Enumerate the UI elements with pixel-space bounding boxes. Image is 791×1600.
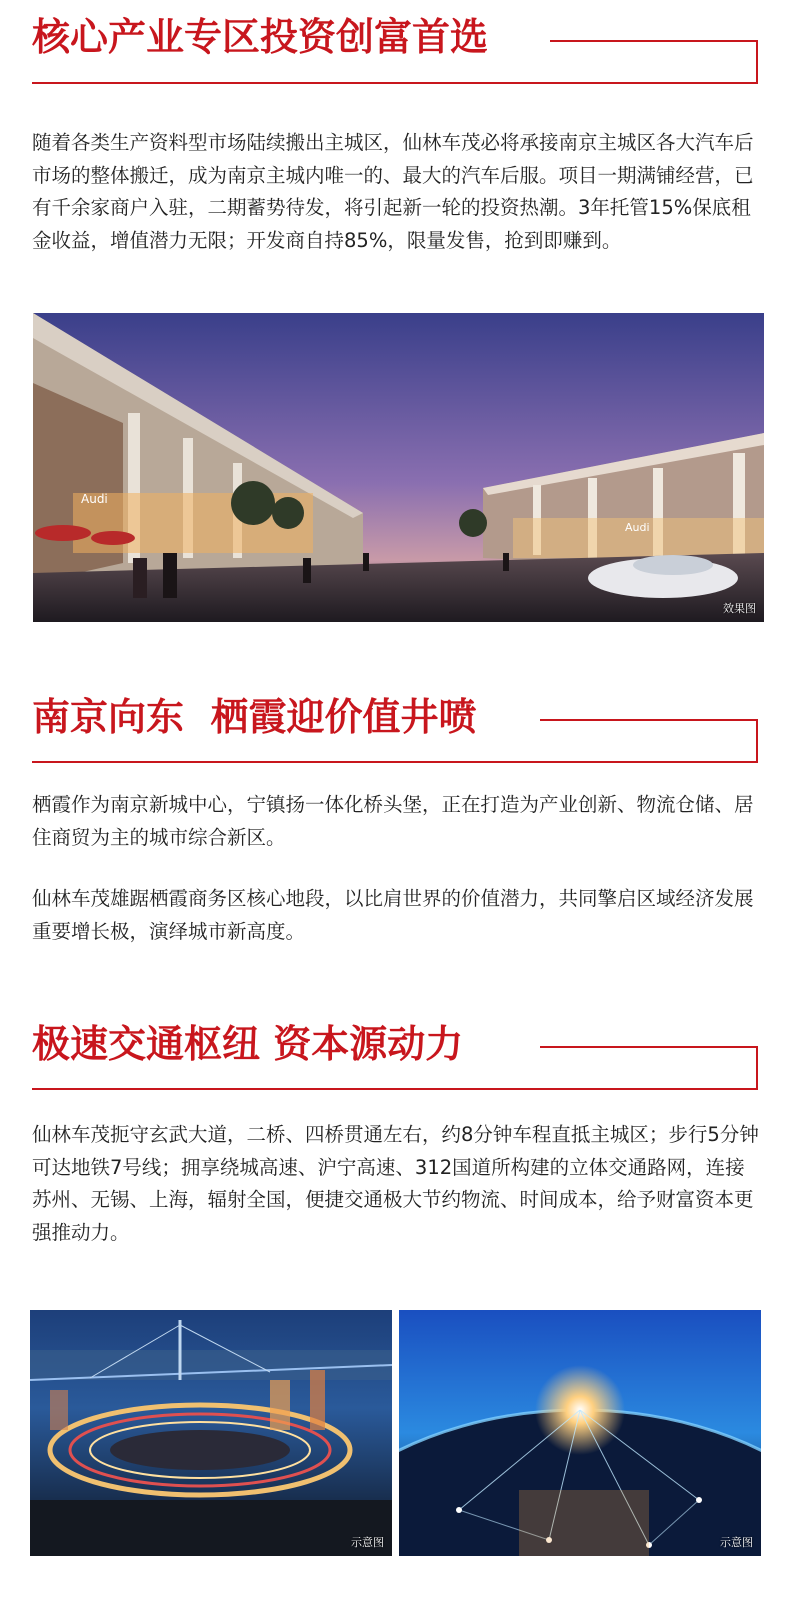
audi-sign-left: Audi bbox=[81, 492, 108, 506]
transport-paragraph: 仙林车茂扼守玄武大道，二桥、四桥贯通左右，约8分钟车程直抵主城区；步行5分钟可达地铁7号线；拥享绕城高速、沪宁高速、312国道所构建的立体交通路网，连接苏州、无锡、上海，辐射全国，便捷交通极大节约物流、时间成本，给予财富资本更强推动力。 bbox=[32, 1123, 759, 1244]
audi-sign-right: Audi bbox=[625, 521, 650, 534]
mall-rendering-graphic bbox=[33, 313, 764, 622]
qixia-paragraph-2: 仙林车茂雄踞栖霞商务区核心地段，以比肩世界的价值潜力，共同擎启区域经济发展重要增长极，演绎城市新高度。 bbox=[32, 887, 754, 943]
image-caption-bridge: 示意图 bbox=[351, 1536, 384, 1549]
title-frame-decoration bbox=[540, 1046, 758, 1090]
intro-paragraph: 随着各类生产资料型市场陆续搬出主城区，仙林车茂必将承接南京主城区各大汽车后市场的整体搬迁，成为南京主城内唯一的、最大的汽车后服。项目一期满铺经营，已有千余家商户入驻，二期蓄势待发，将引起新一轮的投资热潮。3年托管15%保底租金收益，增值潜力无限；开发商自持85%，限量发售，抢到即赚到。 bbox=[32, 131, 754, 252]
mall-rendering-image bbox=[33, 313, 764, 622]
bridge-graphic bbox=[30, 1310, 392, 1556]
globe-network-image bbox=[399, 1310, 761, 1556]
title-frame-decoration bbox=[550, 40, 758, 84]
title-underline bbox=[32, 761, 758, 763]
image-caption-rendering: 效果图 bbox=[723, 602, 756, 615]
title-frame-decoration bbox=[540, 719, 758, 763]
bridge-image bbox=[30, 1310, 392, 1556]
section-title-industry: 核心产业专区投资创富首选 bbox=[32, 15, 489, 59]
title-underline bbox=[32, 1088, 758, 1090]
section-title-nanjing-east: 南京向东 栖霞迎价值井喷 bbox=[32, 695, 477, 739]
globe-network-graphic bbox=[399, 1310, 761, 1556]
qixia-paragraph-1: 栖霞作为南京新城中心，宁镇扬一体化桥头堡，正在打造为产业创新、物流仓储、居住商贸为主的城市综合新区。 bbox=[32, 793, 754, 849]
title-underline bbox=[32, 82, 758, 84]
section-title-transport: 极速交通枢纽 资本源动力 bbox=[32, 1022, 464, 1066]
image-caption-globe: 示意图 bbox=[720, 1536, 753, 1549]
